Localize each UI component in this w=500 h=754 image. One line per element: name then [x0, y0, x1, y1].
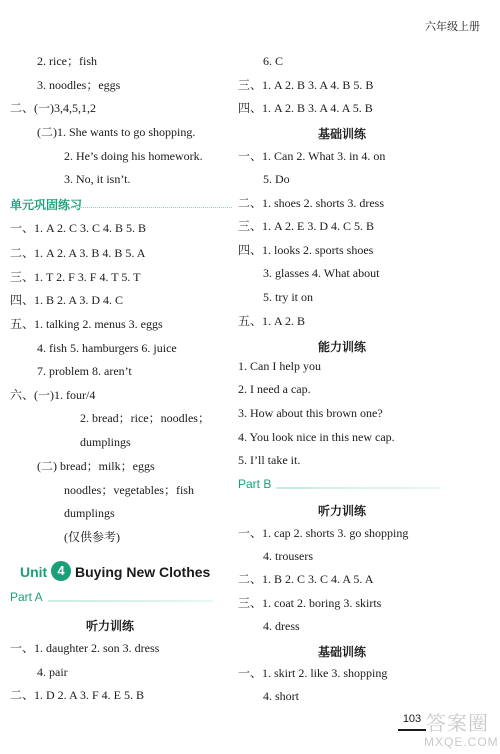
basic-training-title: 基础训练 [318, 127, 367, 141]
answer-line: 4. fish 5. hamburgers 6. juice [37, 341, 177, 355]
answer-line: 2. rice；fish [37, 54, 97, 68]
answer-line: 一、1. cap 2. shorts 3. go shopping [238, 526, 409, 540]
answer-line: 2. I need a cap. [238, 382, 311, 396]
answer-line: dumplings [64, 506, 115, 520]
answer-line: 4. You look nice in this new cap. [238, 430, 395, 444]
answer-line: 四、1. B 2. A 3. D 4. C [10, 293, 124, 307]
answer-line: 5. I’ll take it. [238, 453, 301, 467]
answer-line: 二、1. B 2. C 3. C 4. A 5. A [238, 572, 374, 586]
page-number: 103 [398, 713, 426, 731]
answer-line: 5. Do [263, 172, 290, 186]
answer-line: 3. How about this brown one? [238, 406, 383, 420]
answer-line: 3. No, it isn’t. [64, 172, 131, 186]
answer-line: 2. He’s doing his homework. [64, 149, 203, 163]
answer-line: 3. glasses 4. What about [263, 266, 380, 280]
unit-title: Buying New Clothes [75, 564, 211, 580]
answer-line: 五、1. A 2. B [238, 314, 306, 328]
answer-line: 一、1. A 2. C 3. C 4. B 5. B [10, 221, 147, 235]
answer-line: 一、1. daughter 2. son 3. dress [10, 641, 160, 655]
answer-line: 二、1. shoes 2. shorts 3. dress [238, 196, 384, 210]
answer-line: 1. Can I help you [238, 359, 321, 373]
answer-line: 二、1. D 2. A 3. F 4. E 5. B [10, 688, 145, 702]
answer-line: 四、1. looks 2. sports shoes [238, 243, 374, 257]
watermark-logo: 答案圈 MXQE.COM [424, 713, 499, 749]
answer-line: 2. bread；rice；noodles； [80, 411, 210, 425]
answer-line: 三、1. A 2. B 3. A 4. B 5. B [238, 78, 374, 92]
part-b-label: Part B [238, 477, 271, 491]
answer-line: 5. try it on [263, 290, 313, 304]
ability-training-title: 能力训练 [318, 340, 367, 354]
answer-line: (二)1. She wants to go shopping. [37, 125, 196, 139]
page-header-grade: 六年级上册 [425, 21, 480, 33]
answer-line: 五、1. talking 2. menus 3. eggs [10, 317, 163, 331]
answer-line: 二、(一)3,4,5,1,2 [10, 101, 96, 115]
answer-line: dumplings [80, 435, 131, 449]
answer-line: 一、1. skirt 2. like 3. shopping [238, 666, 388, 680]
answer-line: 三、1. A 2. E 3. D 4. C 5. B [238, 219, 375, 233]
answer-line: 4. dress [263, 619, 300, 633]
part-a-label: Part A [10, 590, 43, 604]
answer-line: 6. C [263, 54, 284, 68]
answer-line: 4. pair [37, 665, 68, 679]
basic-training-title: 基础训练 [318, 645, 367, 659]
listening-title: 听力训练 [318, 504, 367, 518]
answer-line: 三、1. coat 2. boring 3. skirts [238, 596, 382, 610]
answer-line: noodles；vegetables；fish [64, 483, 194, 497]
answer-line: 3. noodles；eggs [37, 78, 121, 92]
listening-title: 听力训练 [86, 619, 135, 633]
answer-line: 六、(一)1. four/4 [10, 388, 96, 402]
answer-line: 7. problem 8. aren’t [37, 364, 132, 378]
answer-line: 四、1. A 2. B 3. A 4. A 5. B [238, 101, 373, 115]
answer-line: (仅供参考) [64, 530, 120, 544]
answer-line: (二) bread；milk；eggs [37, 459, 155, 473]
answer-line: 4. trousers [263, 549, 313, 563]
answer-line: 一、1. Can 2. What 3. in 4. on [238, 149, 386, 163]
unit-number-badge: 4 [51, 561, 71, 581]
answer-line: 4. short [263, 689, 299, 703]
answer-line: 二、1. A 2. A 3. B 4. B 5. A [10, 246, 146, 260]
section-title-unit-review: 单元巩固练习 [10, 196, 82, 213]
answer-line: 三、1. T 2. F 3. F 4. T 5. T [10, 270, 141, 284]
